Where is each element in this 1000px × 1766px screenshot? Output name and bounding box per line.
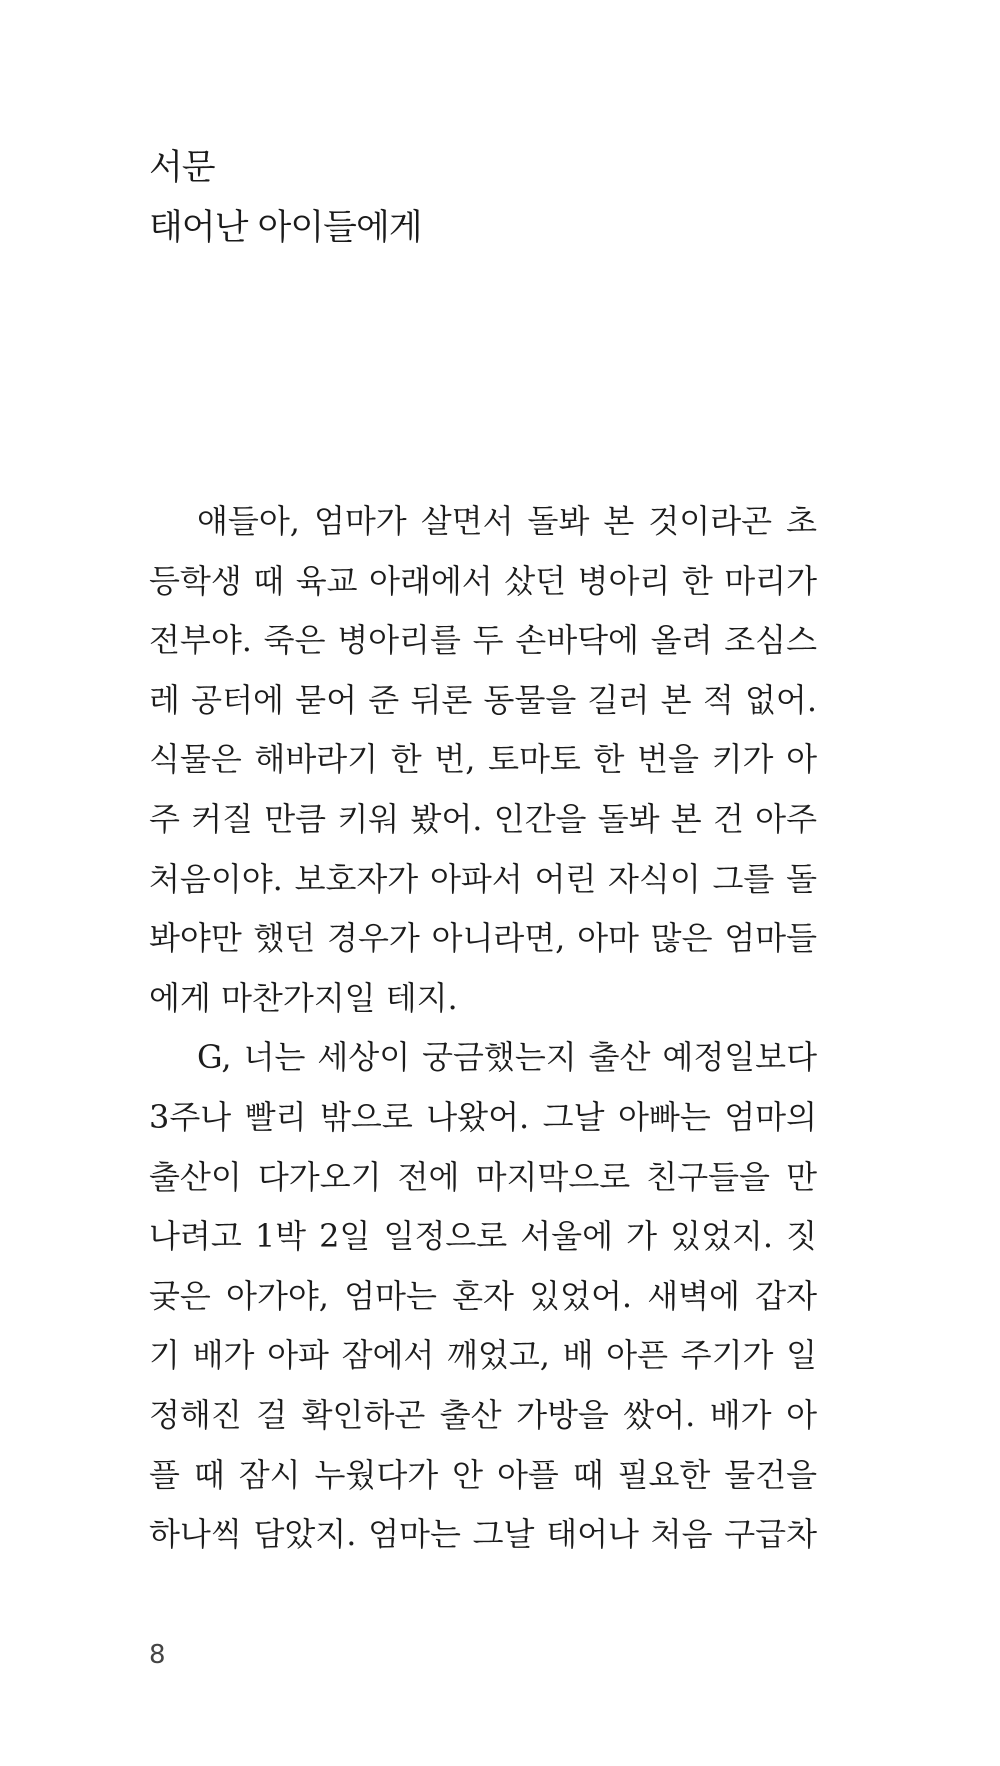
chapter-heading	[149, 138, 422, 258]
text-line: 나려고 1박 2일 일정으로 서울에 가 있었지. 짓	[149, 1217, 817, 1256]
text-line: 3주나 빨리 밖으로 나왔어. 그날 아빠는 엄마의	[149, 1097, 817, 1136]
text-line: 얘들아, 엄마가 살면서 돌봐 본 것이라곤 초	[197, 502, 817, 540]
chapter-title: 태어난 아이들에게	[149, 208, 422, 248]
text-line: 처음이야. 보호자가 아파서 어린 자식이 그를 돌	[149, 859, 817, 898]
text-line: 에게 마찬가지일 테지.	[149, 978, 458, 1017]
text-line: 하나씩 담았지. 엄마는 그날 태어나 처음 구급차	[149, 1515, 817, 1554]
text-line: 주 커질 만큼 키워 봤어. 인간을 돌봐 본 건 아주	[149, 799, 817, 838]
text-line: 레 공터에 묻어 준 뒤론 동물을 길러 본 적 없어.	[149, 680, 817, 719]
body-text	[149, 492, 817, 1565]
text-line: 정해진 걸 확인하곤 출산 가방을 쌌어. 배가 아	[149, 1395, 817, 1434]
text-line: 봐야만 했던 경우가 아니라면, 아마 많은 엄마들	[149, 919, 817, 958]
text-line: 궂은 아가야, 엄마는 혼자 있었어. 새벽에 갑자	[149, 1276, 817, 1315]
text-line: G, 너는 세상이 궁금했는지 출산 예정일보다	[197, 1038, 817, 1077]
page-number: 8	[149, 1640, 166, 1670]
paragraph	[149, 1028, 817, 1564]
paragraph	[149, 492, 817, 1028]
text-line: 출산이 다가오기 전에 마지막으로 친구들을 만	[149, 1157, 817, 1196]
text-line: 등학생 때 육교 아래에서 샀던 병아리 한 마리가	[149, 561, 817, 600]
text-line: 식물은 해바라기 한 번, 토마토 한 번을 키가 아	[149, 740, 817, 779]
text-line: 기 배가 아파 잠에서 깨었고, 배 아픈 주기가 일	[149, 1336, 817, 1375]
section-label: 서문	[149, 148, 215, 188]
text-line: 플 때 잠시 누웠다가 안 아플 때 필요한 물건을	[149, 1455, 817, 1494]
text-line: 전부야. 죽은 병아리를 두 손바닥에 올려 조심스	[149, 621, 817, 660]
